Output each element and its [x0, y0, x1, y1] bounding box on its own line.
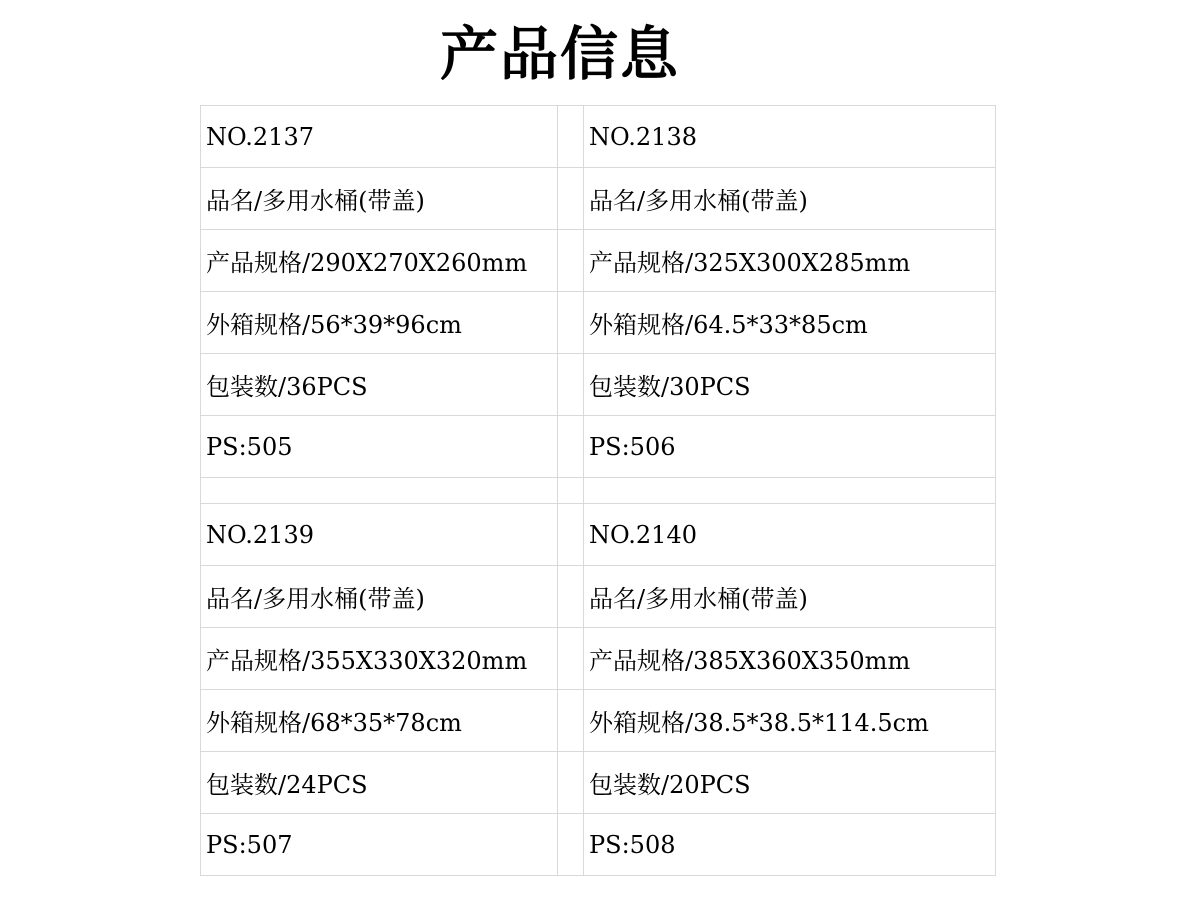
table-row [201, 628, 996, 690]
empty-cell [201, 478, 558, 504]
column-separator [558, 690, 584, 752]
ps-code: PS:508 [584, 814, 996, 876]
table-row [201, 416, 996, 478]
pack-quantity: 包装数/24PCS [201, 752, 558, 814]
product-name: 品名/多用水桶(带盖) [584, 168, 996, 230]
ps-code: PS:507 [201, 814, 558, 876]
product-name: 品名/多用水桶(带盖) [201, 566, 558, 628]
product-name: 品名/多用水桶(带盖) [201, 168, 558, 230]
column-separator [558, 416, 584, 478]
table-row [201, 106, 996, 168]
column-separator [558, 354, 584, 416]
pack-quantity: 包装数/36PCS [201, 354, 558, 416]
product-number: NO.2137 [201, 106, 558, 168]
carton-size: 外箱规格/56*39*96cm [201, 292, 558, 354]
column-separator [558, 752, 584, 814]
column-separator [558, 168, 584, 230]
ps-code: PS:505 [201, 416, 558, 478]
table-row [201, 752, 996, 814]
column-separator [558, 230, 584, 292]
table-row [201, 814, 996, 876]
page-title: 产品信息 [440, 20, 681, 88]
product-size: 产品规格/355X330X320mm [201, 628, 558, 690]
product-size: 产品规格/385X360X350mm [584, 628, 996, 690]
product-spec-table [200, 105, 996, 876]
table-row [201, 292, 996, 354]
column-separator [558, 478, 584, 504]
product-name: 品名/多用水桶(带盖) [584, 566, 996, 628]
empty-cell [584, 478, 996, 504]
product-size: 产品规格/290X270X260mm [201, 230, 558, 292]
table-row [201, 168, 996, 230]
column-separator [558, 628, 584, 690]
table-row [201, 354, 996, 416]
pack-quantity: 包装数/20PCS [584, 752, 996, 814]
carton-size: 外箱规格/68*35*78cm [201, 690, 558, 752]
table-row [201, 504, 996, 566]
spacer-row [201, 478, 996, 504]
column-separator [558, 292, 584, 354]
product-number: NO.2138 [584, 106, 996, 168]
pack-quantity: 包装数/30PCS [584, 354, 996, 416]
column-separator [558, 504, 584, 566]
carton-size: 外箱规格/38.5*38.5*114.5cm [584, 690, 996, 752]
table-row [201, 230, 996, 292]
product-number: NO.2140 [584, 504, 996, 566]
product-size: 产品规格/325X300X285mm [584, 230, 996, 292]
table-row [201, 566, 996, 628]
column-separator [558, 106, 584, 168]
column-separator [558, 566, 584, 628]
carton-size: 外箱规格/64.5*33*85cm [584, 292, 996, 354]
ps-code: PS:506 [584, 416, 996, 478]
table-row [201, 690, 996, 752]
product-number: NO.2139 [201, 504, 558, 566]
column-separator [558, 814, 584, 876]
